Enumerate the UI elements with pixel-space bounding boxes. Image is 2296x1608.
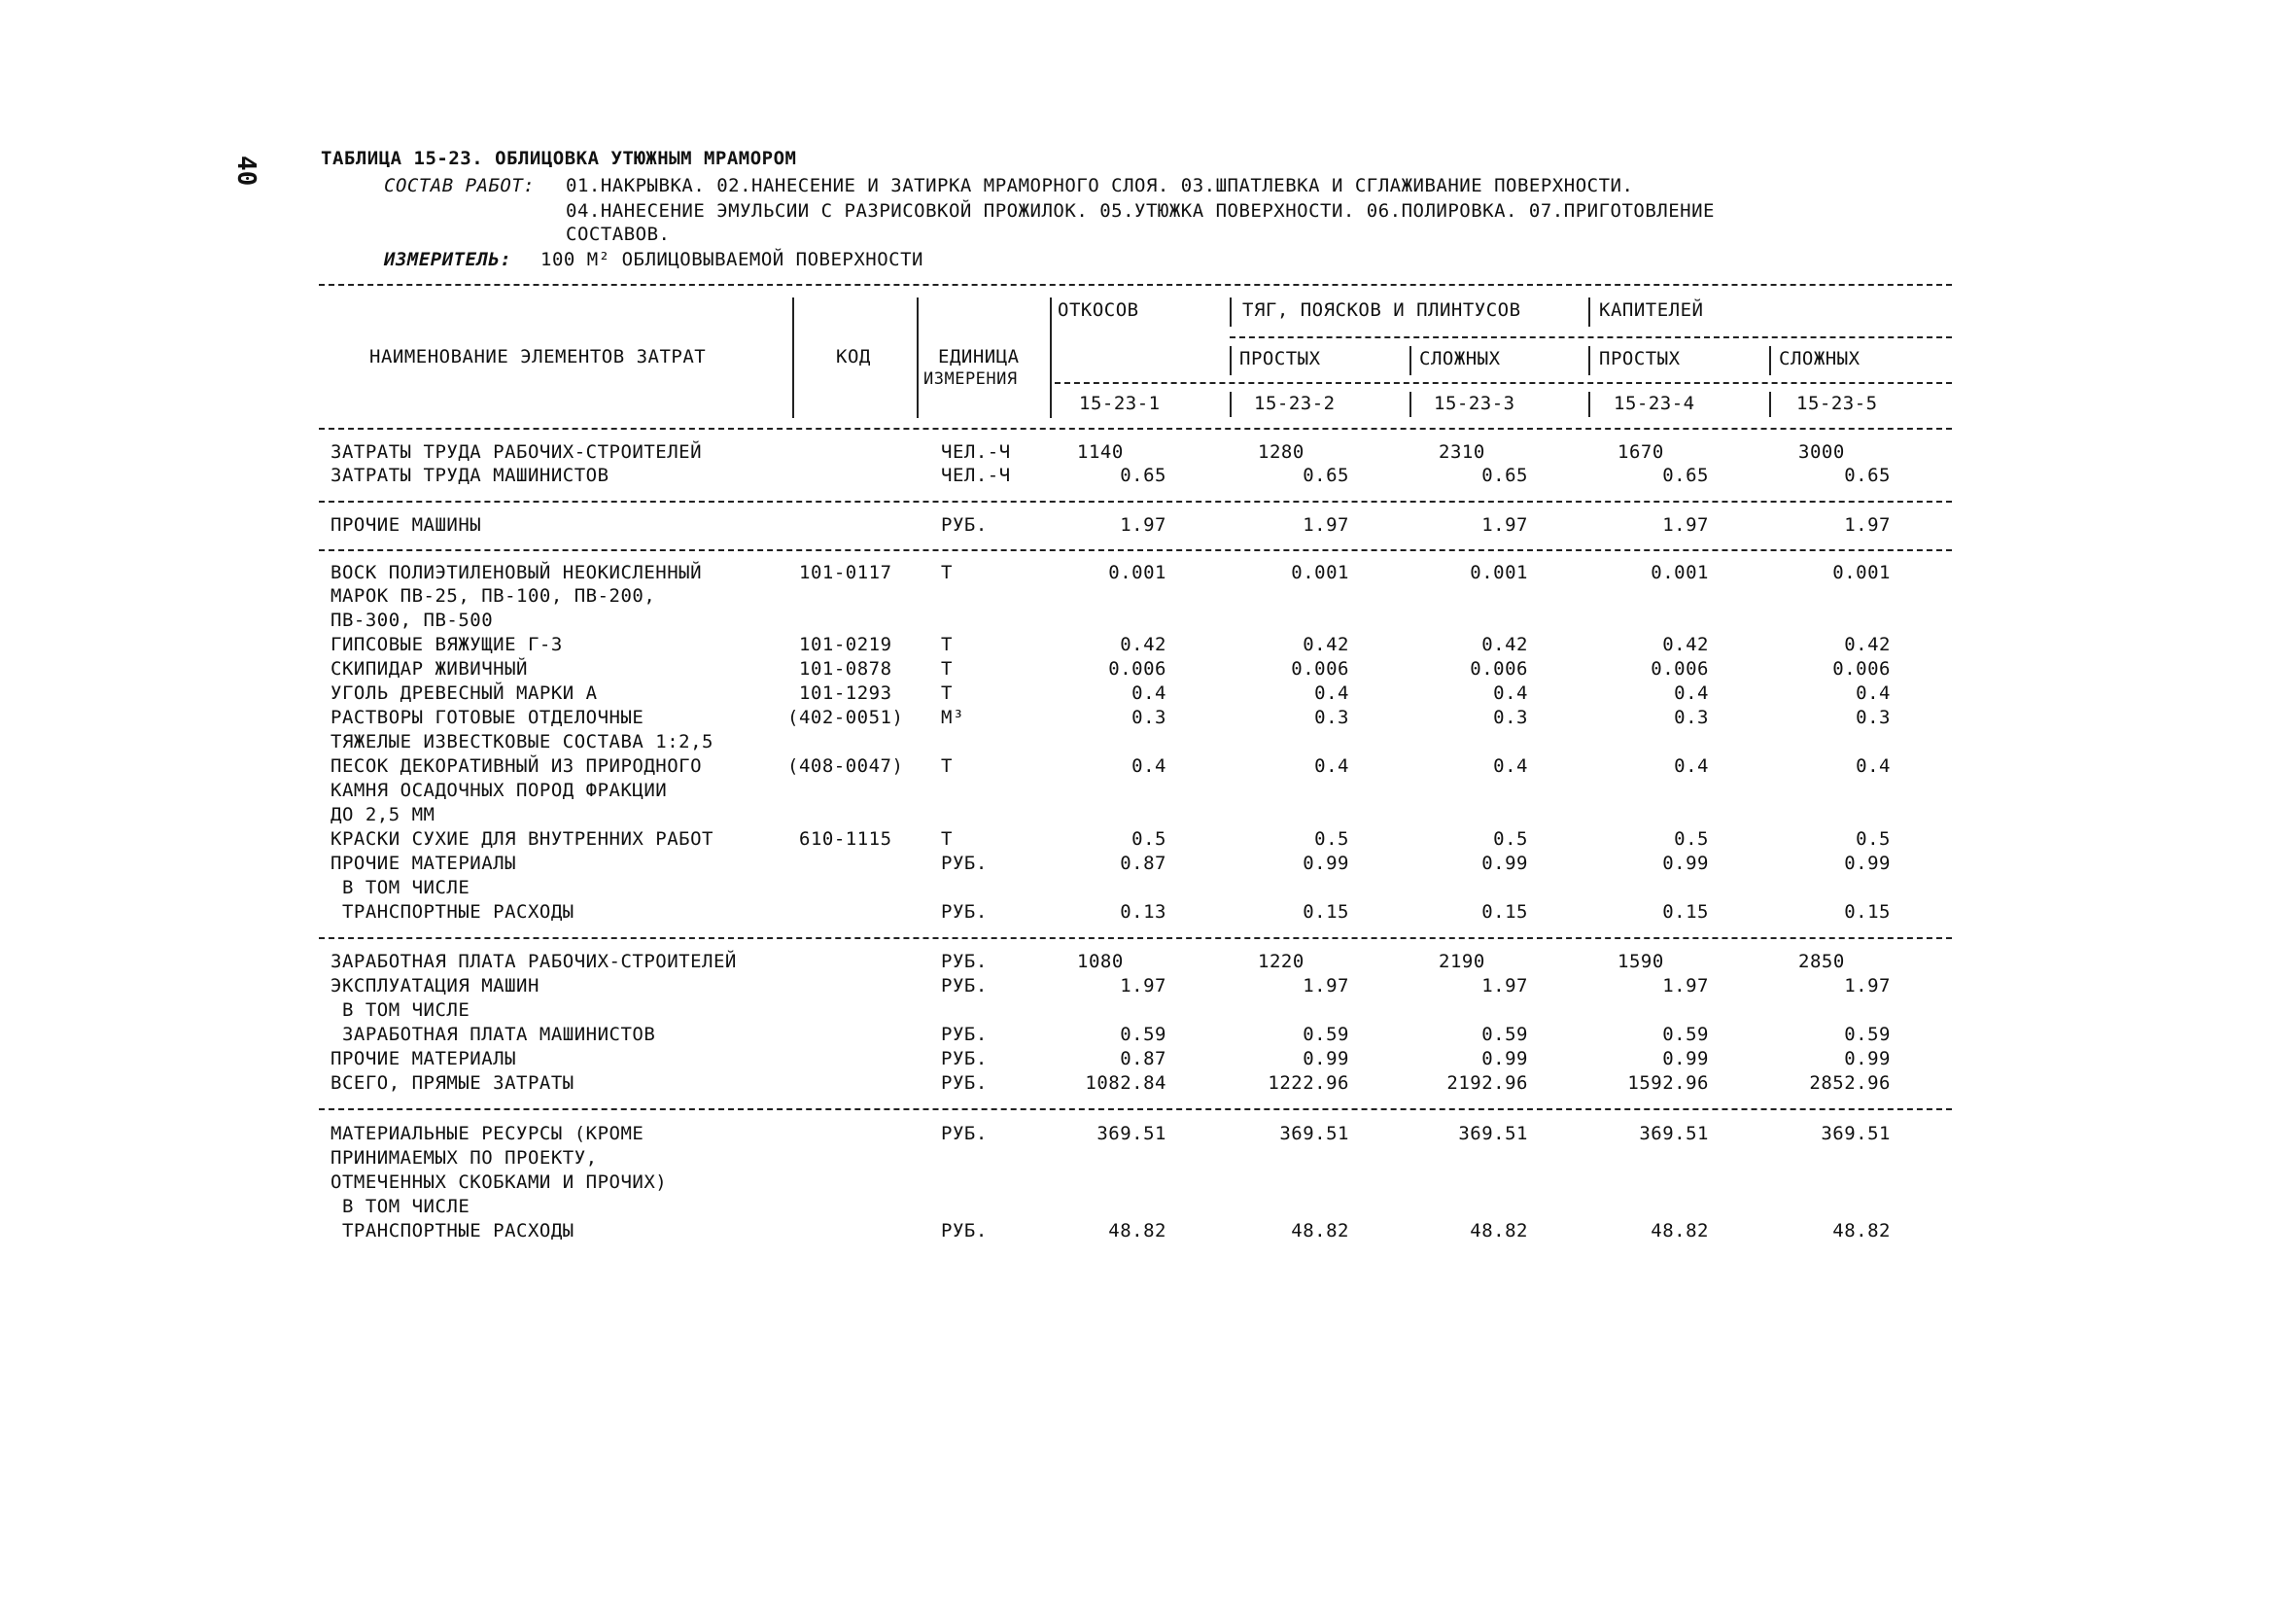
row-value-5: 0.001 <box>1832 562 1891 583</box>
row-value-4: 0.59 <box>1662 1024 1709 1045</box>
row-name: ОТМЕЧЕННЫХ СКОБКАМИ И ПРОЧИХ) <box>330 1171 668 1193</box>
row-value-3: 0.42 <box>1481 634 1528 655</box>
row-value-5: 0.5 <box>1856 828 1891 850</box>
row-value-1: 0.42 <box>1120 634 1166 655</box>
header-col-15-23-3: 15-23-3 <box>1434 393 1515 414</box>
row-name: КРАСКИ СУХИЕ ДЛЯ ВНУТРЕННИХ РАБОТ <box>330 828 713 850</box>
row-value-5: 48.82 <box>1832 1220 1891 1241</box>
table-row <box>0 562 2296 586</box>
row-name: КАМНЯ ОСАДОЧНЫХ ПОРОД ФРАКЦИИ <box>330 780 668 801</box>
row-value-5: 0.42 <box>1844 634 1891 655</box>
row-value-1: 1080 <box>1077 951 1124 972</box>
row-unit: РУБ. <box>941 1123 988 1144</box>
row-value-5: 0.3 <box>1856 707 1891 728</box>
work-composition-line-3: СОСТАВОВ. <box>566 224 671 245</box>
row-value-4: 0.4 <box>1674 682 1709 704</box>
row-value-4: 0.65 <box>1662 465 1709 486</box>
row-code: 101-0878 <box>799 658 892 680</box>
row-unit: РУБ. <box>941 975 988 996</box>
table-row <box>0 1048 2296 1072</box>
row-value-5: 1.97 <box>1844 975 1891 996</box>
col-divider-num-3 <box>1588 392 1590 417</box>
section-rule-2 <box>319 549 1952 551</box>
row-value-5: 0.99 <box>1844 1048 1891 1069</box>
row-value-4: 0.001 <box>1651 562 1709 583</box>
work-composition-line-1: 01.НАКРЫВКА. 02.НАНЕСЕНИЕ И ЗАТИРКА МРАМОРНОГО СЛОЯ. 03.ШПАТЛЕВКА И СГЛАЖИВАНИЕ ПОВЕРХНОСТИ. <box>566 175 1634 196</box>
row-value-1: 369.51 <box>1096 1123 1166 1144</box>
row-value-5: 0.99 <box>1844 853 1891 874</box>
measure-value: 100 М² ОБЛИЦОВЫВАЕМОЙ ПОВЕРХНОСТИ <box>540 249 923 270</box>
row-value-5: 2852.96 <box>1809 1072 1891 1094</box>
table-row <box>0 682 2296 707</box>
row-value-2: 0.4 <box>1314 755 1349 777</box>
header-sub-slozhnyh-1: СЛОЖНЫХ <box>1419 348 1501 369</box>
table-row <box>0 755 2296 780</box>
table-row <box>0 658 2296 682</box>
row-value-4: 1.97 <box>1662 514 1709 536</box>
row-value-1: 0.87 <box>1120 1048 1166 1069</box>
row-value-3: 0.5 <box>1493 828 1528 850</box>
row-code: 101-0219 <box>799 634 892 655</box>
row-code: (408-0047) <box>787 755 904 777</box>
row-value-5: 0.65 <box>1844 465 1891 486</box>
row-value-4: 1590 <box>1618 951 1664 972</box>
table-row <box>0 975 2296 999</box>
header-code: КОД <box>836 346 871 367</box>
row-value-4: 0.99 <box>1662 853 1709 874</box>
row-value-2: 0.42 <box>1303 634 1349 655</box>
row-name: ПРОЧИЕ МАТЕРИАЛЫ <box>330 853 517 874</box>
row-value-2: 1.97 <box>1303 514 1349 536</box>
table-row <box>0 999 2296 1024</box>
header-col-15-23-5: 15-23-5 <box>1796 393 1878 414</box>
page-number: 40 <box>231 156 261 187</box>
work-composition-label: СОСТАВ РАБОТ: <box>384 175 536 196</box>
row-value-5: 2850 <box>1798 951 1845 972</box>
row-value-1: 0.13 <box>1120 901 1166 923</box>
row-value-1: 0.3 <box>1131 707 1166 728</box>
table-row <box>0 610 2296 634</box>
row-name: РАСТВОРЫ ГОТОВЫЕ ОТДЕЛОЧНЫЕ <box>330 707 644 728</box>
col-divider-sub-2 <box>1409 346 1411 375</box>
row-name: ПРОЧИЕ МАТЕРИАЛЫ <box>330 1048 517 1069</box>
row-name: ПРИНИМАЕМЫХ ПО ПРОЕКТУ, <box>330 1147 598 1169</box>
row-unit: М³ <box>941 707 964 728</box>
row-value-3: 2310 <box>1439 441 1485 463</box>
row-value-3: 0.006 <box>1470 658 1528 680</box>
row-value-2: 1280 <box>1258 441 1305 463</box>
col-divider-code <box>917 297 919 418</box>
row-value-1: 0.65 <box>1120 465 1166 486</box>
row-value-5: 3000 <box>1798 441 1845 463</box>
table-row <box>0 1147 2296 1171</box>
row-value-2: 0.001 <box>1291 562 1349 583</box>
table-row <box>0 901 2296 926</box>
table-row <box>0 707 2296 731</box>
col-divider-unit <box>1050 297 1052 418</box>
col-divider-sub-3 <box>1588 346 1590 375</box>
row-name: ПВ-300, ПВ-500 <box>330 610 494 631</box>
row-name: ЗАРАБОТНАЯ ПЛАТА РАБОЧИХ-СТРОИТЕЛЕЙ <box>330 951 737 972</box>
row-value-3: 2192.96 <box>1446 1072 1528 1094</box>
row-value-3: 0.4 <box>1493 682 1528 704</box>
row-value-4: 0.3 <box>1674 707 1709 728</box>
table-row <box>0 1072 2296 1097</box>
work-composition-line-2: 04.НАНЕСЕНИЕ ЭМУЛЬСИИ С РАЗРИСОВКОЙ ПРОЖИЛОК. 05.УТЮЖКА ПОВЕРХНОСТИ. 06.ПОЛИРОВКА. 07.ПРИГОТОВЛЕНИЕ <box>566 200 1715 222</box>
row-name: ВСЕГО, ПРЯМЫЕ ЗАТРАТЫ <box>330 1072 574 1094</box>
row-value-2: 0.65 <box>1303 465 1349 486</box>
row-code: 101-1293 <box>799 682 892 704</box>
row-name: СКИПИДАР ЖИВИЧНЫЙ <box>330 658 528 680</box>
row-code: 610-1115 <box>799 828 892 850</box>
row-value-5: 0.59 <box>1844 1024 1891 1045</box>
row-unit: Т <box>941 658 953 680</box>
row-value-5: 1.97 <box>1844 514 1891 536</box>
row-value-2: 369.51 <box>1279 1123 1349 1144</box>
row-unit: РУБ. <box>941 951 988 972</box>
row-value-2: 0.15 <box>1303 901 1349 923</box>
row-name: ГИПСОВЫЕ ВЯЖУЩИЕ Г-3 <box>330 634 563 655</box>
table-row <box>0 514 2296 539</box>
row-name: ПЕСОК ДЕКОРАТИВНЫЙ ИЗ ПРИРОДНОГО <box>330 755 703 777</box>
section-rule-3 <box>319 937 1952 939</box>
row-value-4: 1.97 <box>1662 975 1709 996</box>
row-code: 101-0117 <box>799 562 892 583</box>
table-row <box>0 1171 2296 1196</box>
table-row <box>0 828 2296 853</box>
row-value-2: 1222.96 <box>1268 1072 1349 1094</box>
row-name: В ТОМ ЧИСЛЕ <box>330 999 470 1021</box>
table-row <box>0 877 2296 901</box>
table-row <box>0 853 2296 877</box>
row-value-3: 0.15 <box>1481 901 1528 923</box>
row-value-4: 369.51 <box>1639 1123 1709 1144</box>
row-value-1: 1082.84 <box>1085 1072 1166 1094</box>
row-value-5: 0.4 <box>1856 682 1891 704</box>
row-name: ЗАРАБОТНАЯ ПЛАТА МАШИНИСТОВ <box>330 1024 656 1045</box>
row-name: ТЯЖЕЛЫЕ ИЗВЕСТКОВЫЕ СОСТАВА 1:2,5 <box>330 731 713 752</box>
row-value-1: 0.006 <box>1108 658 1166 680</box>
table-row <box>0 465 2296 489</box>
col-divider-group-2 <box>1588 297 1590 327</box>
header-group-kapiteley: КАПИТЕЛЕЙ <box>1599 299 1704 321</box>
row-name: ЭКСПЛУАТАЦИЯ МАШИН <box>330 975 539 996</box>
row-unit: Т <box>941 634 953 655</box>
row-value-1: 48.82 <box>1108 1220 1166 1241</box>
row-value-5: 369.51 <box>1821 1123 1891 1144</box>
row-value-1: 0.4 <box>1131 682 1166 704</box>
row-value-2: 0.3 <box>1314 707 1349 728</box>
row-value-2: 0.99 <box>1303 1048 1349 1069</box>
table-row <box>0 1220 2296 1244</box>
row-value-3: 0.65 <box>1481 465 1528 486</box>
section-rule-1 <box>319 501 1952 503</box>
header-bottom-rule <box>319 428 1952 430</box>
col-divider-group-1 <box>1230 297 1232 327</box>
row-value-5: 0.15 <box>1844 901 1891 923</box>
row-unit: Т <box>941 682 953 704</box>
row-value-3: 48.82 <box>1470 1220 1528 1241</box>
row-value-4: 48.82 <box>1651 1220 1709 1241</box>
header-sub-prostyh-1: ПРОСТЫХ <box>1239 348 1321 369</box>
table-title: ТАБЛИЦА 15-23. ОБЛИЦОВКА УТЮЖНЫМ МРАМОРОМ <box>321 148 797 169</box>
row-unit: РУБ. <box>941 1072 988 1094</box>
row-name: В ТОМ ЧИСЛЕ <box>330 877 470 898</box>
row-value-1: 1.97 <box>1120 514 1166 536</box>
row-value-4: 0.15 <box>1662 901 1709 923</box>
header-sub-prostyh-2: ПРОСТЫХ <box>1599 348 1681 369</box>
row-value-5: 0.4 <box>1856 755 1891 777</box>
row-unit: Т <box>941 562 953 583</box>
row-unit: РУБ. <box>941 1220 988 1241</box>
row-value-1: 0.87 <box>1120 853 1166 874</box>
row-unit: ЧЕЛ.-Ч <box>941 465 1011 486</box>
row-unit: РУБ. <box>941 901 988 923</box>
col-divider-sub-1 <box>1230 346 1232 375</box>
row-value-3: 0.4 <box>1493 755 1528 777</box>
row-value-4: 0.42 <box>1662 634 1709 655</box>
row-value-4: 0.006 <box>1651 658 1709 680</box>
header-name: НАИМЕНОВАНИЕ ЭЛЕМЕНТОВ ЗАТРАТ <box>369 346 707 367</box>
row-unit: РУБ. <box>941 1024 988 1045</box>
row-unit: Т <box>941 828 953 850</box>
table-row <box>0 585 2296 610</box>
row-value-2: 1.97 <box>1303 975 1349 996</box>
row-name: ТРАНСПОРТНЫЕ РАСХОДЫ <box>330 901 574 923</box>
table-row <box>0 951 2296 975</box>
row-value-4: 1670 <box>1618 441 1664 463</box>
row-name: ЗАТРАТЫ ТРУДА МАШИНИСТОВ <box>330 465 609 486</box>
header-top-rule <box>319 284 1952 286</box>
row-name: УГОЛЬ ДРЕВЕСНЫЙ МАРКИ А <box>330 682 598 704</box>
table-row <box>0 441 2296 466</box>
row-name: ПРОЧИЕ МАШИНЫ <box>330 514 482 536</box>
measure-label: ИЗМЕРИТЕЛЬ: <box>384 249 512 270</box>
row-unit: РУБ. <box>941 1048 988 1069</box>
table-row <box>0 1196 2296 1220</box>
row-value-4: 0.4 <box>1674 755 1709 777</box>
header-sub-slozhnyh-2: СЛОЖНЫХ <box>1779 348 1861 369</box>
row-value-1: 0.59 <box>1120 1024 1166 1045</box>
row-value-3: 369.51 <box>1458 1123 1528 1144</box>
row-value-4: 0.99 <box>1662 1048 1709 1069</box>
row-value-3: 0.99 <box>1481 1048 1528 1069</box>
row-value-1: 0.5 <box>1131 828 1166 850</box>
row-value-2: 0.006 <box>1291 658 1349 680</box>
section-rule-4 <box>319 1108 1952 1110</box>
row-value-2: 0.59 <box>1303 1024 1349 1045</box>
row-value-4: 1592.96 <box>1627 1072 1709 1094</box>
header-group-tyag: ТЯГ, ПОЯСКОВ И ПЛИНТУСОВ <box>1242 299 1521 321</box>
row-value-3: 1.97 <box>1481 975 1528 996</box>
row-name: МАРОК ПВ-25, ПВ-100, ПВ-200, <box>330 585 656 607</box>
row-value-3: 0.001 <box>1470 562 1528 583</box>
table-row <box>0 804 2296 828</box>
row-value-3: 0.59 <box>1481 1024 1528 1045</box>
table-row <box>0 780 2296 804</box>
header-col-15-23-1: 15-23-1 <box>1079 393 1161 414</box>
table-row <box>0 1024 2296 1048</box>
col-divider-sub-4 <box>1769 346 1771 375</box>
row-value-4: 0.5 <box>1674 828 1709 850</box>
row-name: ЗАТРАТЫ ТРУДА РАБОЧИХ-СТРОИТЕЛЕЙ <box>330 441 703 463</box>
col-divider-num-4 <box>1769 392 1771 417</box>
row-value-2: 48.82 <box>1291 1220 1349 1241</box>
row-value-2: 0.5 <box>1314 828 1349 850</box>
row-value-1: 0.001 <box>1108 562 1166 583</box>
row-unit: ЧЕЛ.-Ч <box>941 441 1011 463</box>
header-unit-line-1: ЕДИНИЦА <box>938 346 1020 367</box>
header-col-15-23-2: 15-23-2 <box>1254 393 1336 414</box>
row-value-3: 0.3 <box>1493 707 1528 728</box>
row-value-1: 0.4 <box>1131 755 1166 777</box>
row-value-1: 1140 <box>1077 441 1124 463</box>
row-value-3: 0.99 <box>1481 853 1528 874</box>
row-value-3: 1.97 <box>1481 514 1528 536</box>
row-name: ДО 2,5 ММ <box>330 804 435 825</box>
table-row <box>0 634 2296 658</box>
row-value-5: 0.006 <box>1832 658 1891 680</box>
row-name: МАТЕРИАЛЬНЫЕ РЕСУРСЫ (КРОМЕ <box>330 1123 644 1144</box>
col-divider-num-1 <box>1230 392 1232 417</box>
table-row <box>0 1123 2296 1147</box>
header-col-15-23-4: 15-23-4 <box>1614 393 1695 414</box>
row-code: (402-0051) <box>787 707 904 728</box>
col-divider-name <box>792 297 794 418</box>
group-subheader-rule <box>1230 336 1952 338</box>
code-number-rule <box>1055 382 1952 384</box>
row-name: В ТОМ ЧИСЛЕ <box>330 1196 470 1217</box>
row-value-1: 1.97 <box>1120 975 1166 996</box>
row-name: ВОСК ПОЛИЭТИЛЕНОВЫЙ НЕОКИСЛЕННЫЙ <box>330 562 703 583</box>
row-value-2: 0.99 <box>1303 853 1349 874</box>
row-name: ТРАНСПОРТНЫЕ РАСХОДЫ <box>330 1220 574 1241</box>
row-unit: Т <box>941 755 953 777</box>
header-unit-line-2: ИЗМЕРЕНИЯ <box>923 369 1018 389</box>
header-group-otkosov: ОТКОСОВ <box>1058 299 1139 321</box>
row-value-3: 2190 <box>1439 951 1485 972</box>
row-value-2: 1220 <box>1258 951 1305 972</box>
row-unit: РУБ. <box>941 853 988 874</box>
col-divider-num-2 <box>1409 392 1411 417</box>
row-unit: РУБ. <box>941 514 988 536</box>
row-value-2: 0.4 <box>1314 682 1349 704</box>
table-row <box>0 731 2296 755</box>
